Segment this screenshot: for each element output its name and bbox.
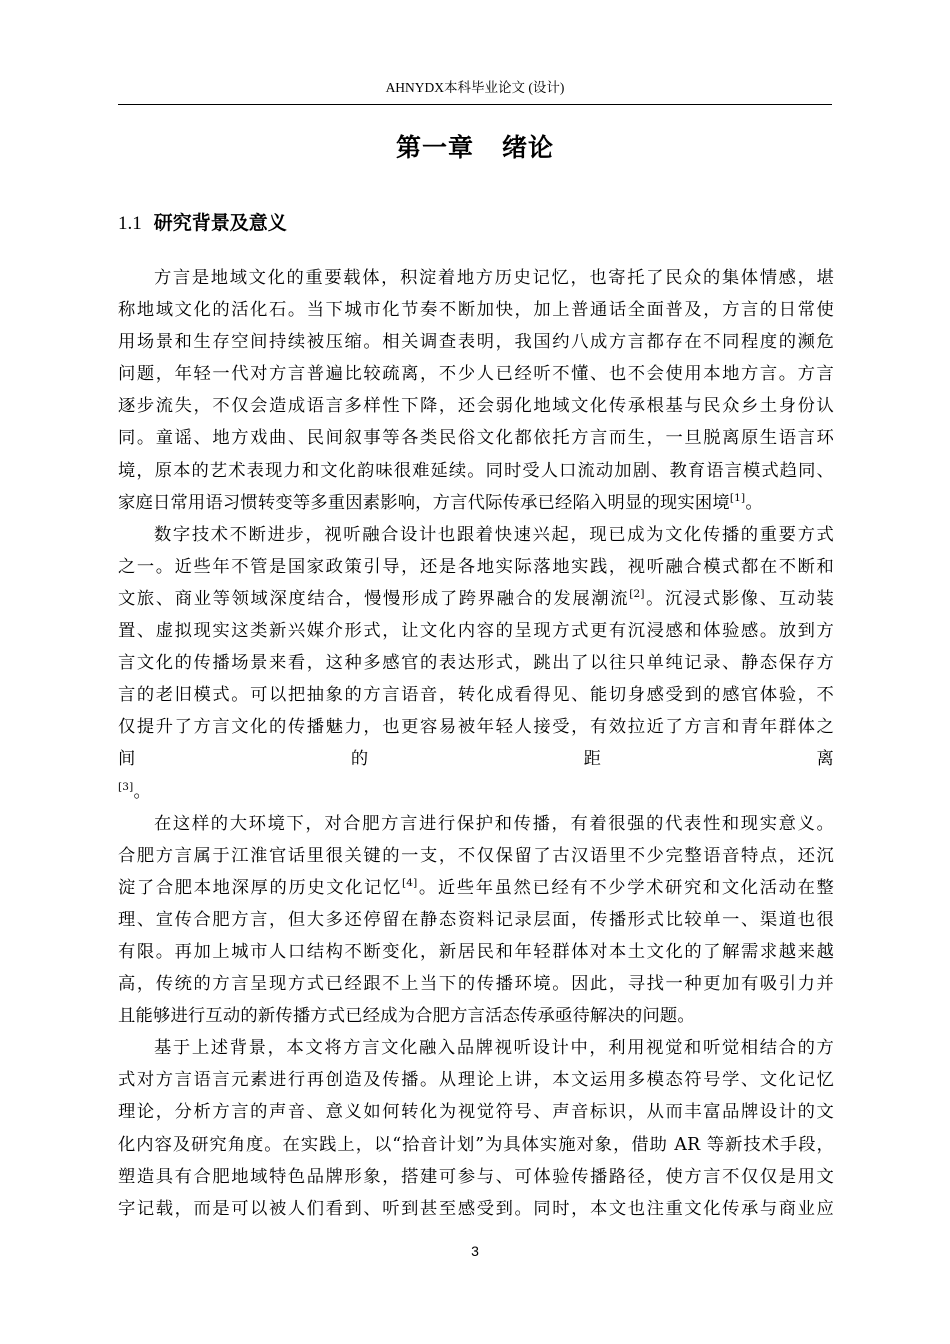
chapter-title bbox=[118, 130, 832, 166]
text-run: 。 bbox=[745, 492, 763, 513]
text-line: 式对方言语言元素进行再创造及传播。从理论上讲，本文运用多模态符号学、文化记忆 bbox=[118, 1070, 834, 1091]
text-line: 字记载，而是可以被人们看到、听到甚至感受到。同时，本文也注重文化传承与商业应 bbox=[118, 1198, 834, 1219]
text-line: 境，原本的艺术表现力和文化韵味很难延续。同时受人口流动加剧、教育语言模式趋同、 bbox=[118, 460, 834, 481]
page-number: 3 bbox=[471, 1243, 479, 1259]
text-line: 理、宣传合肥方言，但大多还停留在静态资料记录层面，传播形式比较单一、渠道也很 bbox=[118, 909, 834, 930]
text-line: 称地域文化的活化石。当下城市化节奏不断加快，加上普通话全面普及，方言的日常使 bbox=[118, 300, 834, 321]
text-line: 问题，年轻一代对方言普遍比较疏离，不少人已经听不懂、也不会使用本地方言。方言 bbox=[118, 364, 834, 385]
text-line: 在这样的大环境下，对合肥方言进行保护和传播，有着很强的代表性和现实意义。 bbox=[154, 813, 834, 834]
text-line: 化内容及研究角度。在实践上，以“拾音计划”为具体实施对象，借助 AR 等新技术手段， bbox=[118, 1134, 834, 1155]
text-line: 间的距离 bbox=[118, 749, 834, 770]
text-line: 逐步流失，不仅会造成语言多样性下降，还会弱化地域文化传承根基与民众乡土身份认 bbox=[118, 396, 834, 417]
paragraph-1 bbox=[118, 262, 834, 519]
chapter-name: 绪论 bbox=[502, 133, 555, 162]
chapter-number: 第一章 bbox=[395, 133, 474, 162]
text-line bbox=[118, 872, 834, 904]
text-line: 仅提升了方言文化的传播魅力，也更容易被年轻人接受，有效拉近了方言和青年群体之 bbox=[118, 717, 834, 738]
section-number: 1.1 bbox=[118, 213, 142, 234]
text-line: 置、虚拟现实这类新兴媒介形式，让文化内容的呈现方式更有沉浸感和体验感。放到方 bbox=[118, 621, 834, 642]
text-line: 有限。再加上城市人口结构不断变化，新居民和年轻群体对本土文化的了解需求越来越 bbox=[118, 941, 834, 962]
text-line: 数字技术不断进步，视听融合设计也跟着快速兴起，现已成为文化传播的重要方式 bbox=[154, 524, 834, 545]
text-line: 言文化的传播场景来看，这种多感官的表达形式，跳出了以往只单纯记录、静态保存方 bbox=[118, 653, 834, 674]
text-run: 家庭日常用语习惯转变等多重因素影响，方言代际传承已经陷入明显的现实困境 bbox=[118, 492, 730, 513]
text-line: 用场景和生存空间持续被压缩。相关调查表明，我国约八成方言都存在不同程度的濒危 bbox=[118, 332, 834, 353]
citation-ref[interactable]: [2] bbox=[629, 587, 645, 600]
paragraph-4 bbox=[118, 1032, 834, 1225]
body-text bbox=[118, 262, 834, 1225]
text-run: 。 bbox=[133, 781, 151, 802]
section-heading bbox=[118, 208, 287, 239]
text-line: 高，传统的方言呈现方式已经跟不上当下的传播环境。因此，寻找一种更加有吸引力并 bbox=[118, 974, 834, 995]
text-line bbox=[118, 487, 834, 519]
text-line: 且能够进行互动的新传播方式已经成为合肥方言活态传承亟待解决的问题。 bbox=[118, 1006, 695, 1027]
paragraph-3 bbox=[118, 808, 834, 1033]
section-title: 研究背景及意义 bbox=[153, 212, 287, 234]
text-line: 合肥方言属于江淮官话里很关键的一支，不仅保留了古汉语里不少完整语音特点，还沉 bbox=[118, 845, 834, 866]
citation-ref[interactable]: [4] bbox=[402, 876, 418, 889]
header-rule bbox=[118, 104, 832, 105]
text-run: 文旅、商业等领域深度结合，慢慢形成了跨界融合的发展潮流 bbox=[118, 588, 630, 609]
text-run: 。沉浸式影像、互动装 bbox=[644, 588, 834, 609]
text-line: 理论，分析方言的声音、意义如何转化为视觉符号、声音标识，从而丰富品牌设计的文 bbox=[118, 1102, 834, 1123]
citation-ref[interactable]: [3] bbox=[118, 780, 134, 793]
citation-ref[interactable]: [1] bbox=[729, 491, 746, 504]
text-line: 言的老旧模式。可以把抽象的方言语音，转化成看得见、能切身感受到的感官体验，不 bbox=[118, 685, 834, 706]
text-line: 同。童谣、地方戏曲、民间叙事等各类民俗文化都依托方言而生，一旦脱离原生语言环 bbox=[118, 428, 834, 449]
text-line: 之一。近些年不管是国家政策引导，还是各地实际落地实践，视听融合模式都在不断和 bbox=[118, 556, 834, 577]
text-line: 塑造具有合肥地域特色品牌形象，搭建可参与、可体验传播路径，使方言不仅仅是用文 bbox=[118, 1166, 834, 1187]
running-header: AHNYDX本科毕业论文 (设计) bbox=[385, 80, 565, 95]
text-run: 。近些年虽然已经有不少学术研究和文化活动在整 bbox=[417, 877, 834, 898]
text-line bbox=[118, 583, 834, 615]
paragraph-2 bbox=[118, 519, 834, 808]
text-line: 方言是地域文化的重要载体，积淀着地方历史记忆，也寄托了民众的集体情感，堪 bbox=[154, 268, 834, 288]
text-line bbox=[118, 776, 834, 808]
text-run: 淀了合肥本地深厚的历史文化记忆 bbox=[118, 877, 402, 898]
text-line: 基于上述背景，本文将方言文化融入品牌视听设计中，利用视觉和听觉相结合的方 bbox=[154, 1038, 834, 1059]
